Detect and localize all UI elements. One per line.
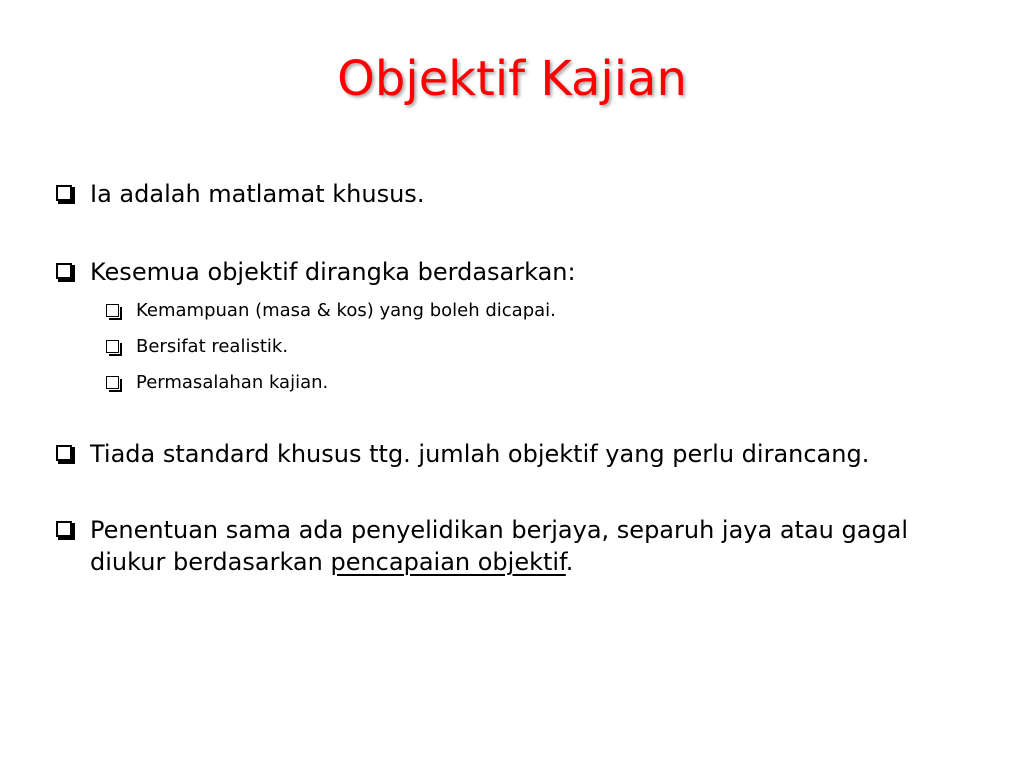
checkbox-bullet-icon xyxy=(106,376,119,389)
bullet-text-part: . xyxy=(565,548,574,576)
checkbox-bullet-icon xyxy=(56,445,72,461)
checkbox-bullet-icon xyxy=(56,263,72,279)
checkbox-bullet-icon xyxy=(56,521,72,537)
sub-bullet-text: Bersifat realistik. xyxy=(136,336,289,357)
bullet-text-part: Penentuan sama ada penyelidikan berjaya, separuh jaya atau gagal diukur berdasarkan xyxy=(90,516,909,576)
bullet-text: Tiada standard khusus ttg. jumlah objektif yang perlu dirancang. xyxy=(90,440,870,468)
sub-bullet-text: Kemampuan (masa & kos) yang boleh dicapai. xyxy=(136,300,556,321)
slide-title: Objektif Kajian xyxy=(337,51,687,107)
sub-bullet-item xyxy=(106,370,986,396)
bullet-item xyxy=(56,514,986,578)
bullet-text: Ia adalah matlamat khusus. xyxy=(90,180,425,208)
bullet-text xyxy=(90,516,908,576)
bullet-item xyxy=(56,438,986,470)
checkbox-bullet-icon xyxy=(56,185,72,201)
underlined-phrase: pencapaian objektif xyxy=(330,548,566,576)
bullet-text: Kesemua objektif dirangka berdasarkan: xyxy=(90,258,576,286)
sub-bullet-text: Permasalahan kajian. xyxy=(136,372,329,393)
sub-bullet-item xyxy=(106,334,986,360)
sub-bullet-item xyxy=(106,298,986,324)
bullet-item xyxy=(56,256,986,288)
checkbox-bullet-icon xyxy=(106,340,119,353)
checkbox-bullet-icon xyxy=(106,304,119,317)
slide-content xyxy=(56,178,986,578)
bullet-item xyxy=(56,178,986,210)
